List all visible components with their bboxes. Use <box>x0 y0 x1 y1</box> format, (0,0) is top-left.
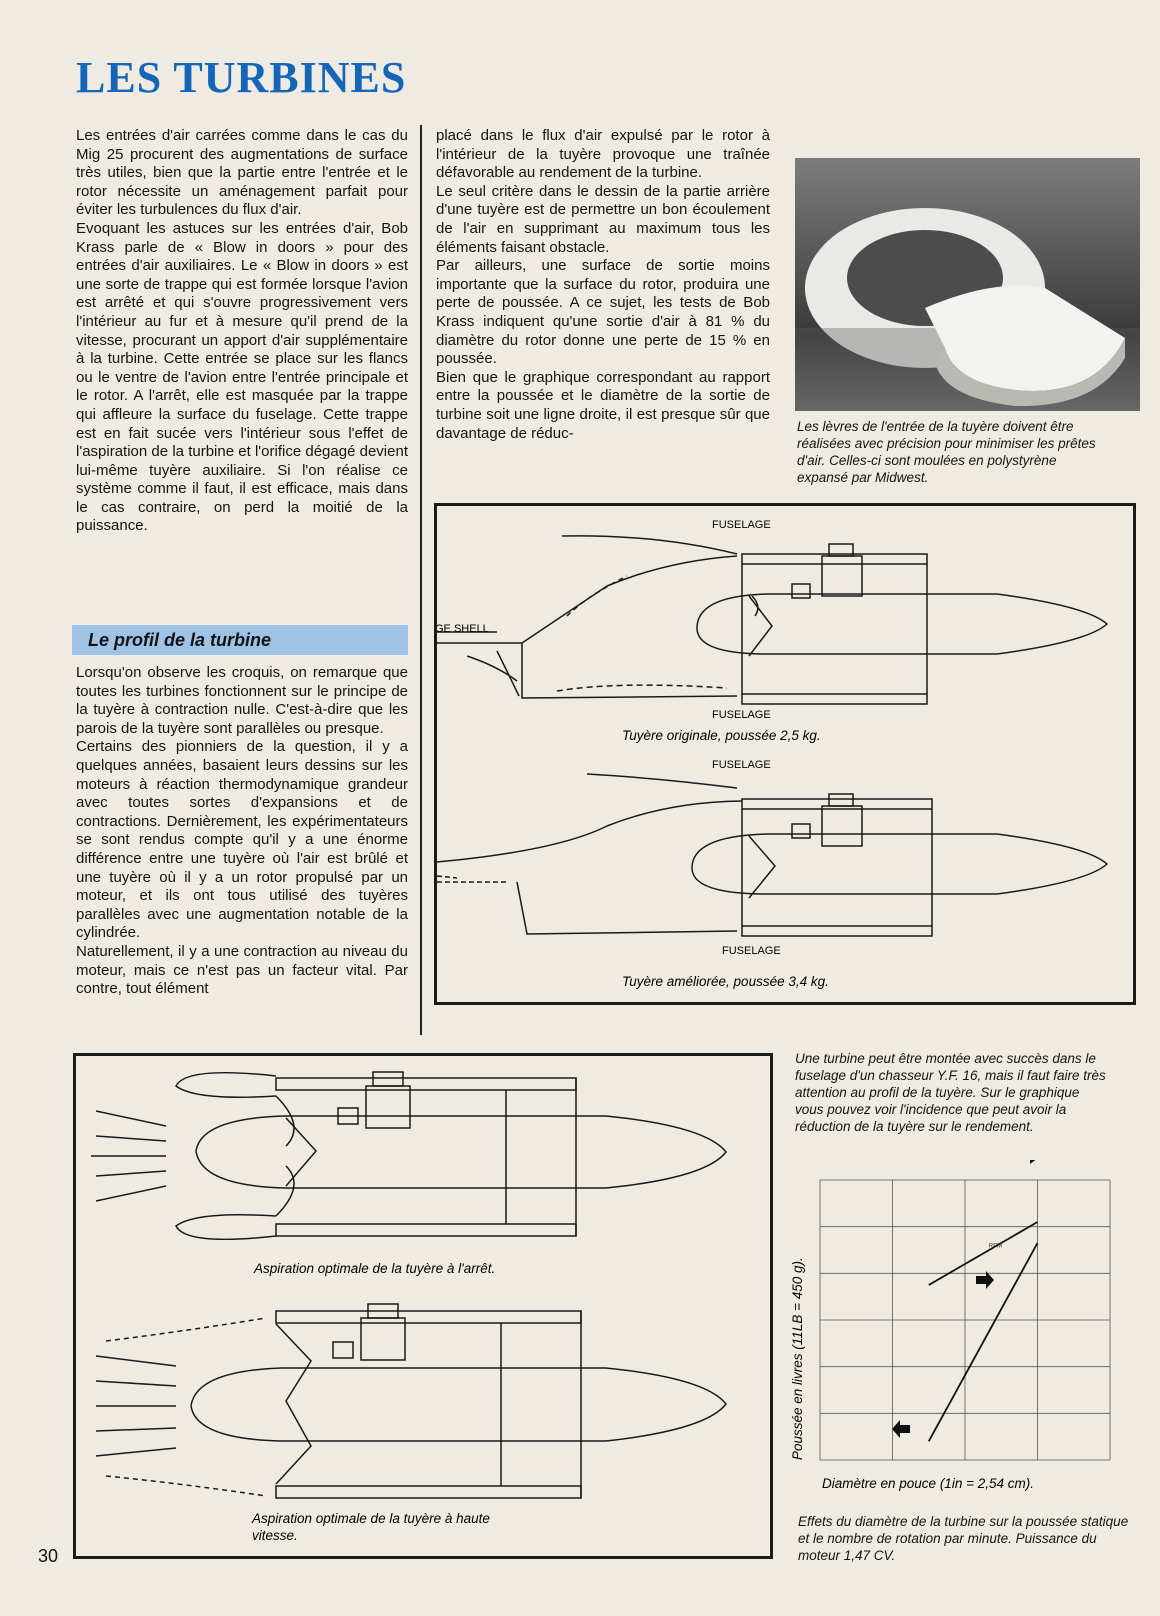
paragraph: Naturellement, il y a une contraction au niveau du moteur, mais ce n'est pas un facteur vital. Par contre, tout élément <box>76 942 408 998</box>
subheading-text: Le profil de la turbine <box>88 630 272 650</box>
fig3-caption-top: Aspiration optimale de la tuyère à l'arrêt. <box>254 1261 496 1276</box>
fig2-caption: Tuyère améliorée, poussée 3,4 kg. <box>622 974 829 989</box>
side-text: Une turbine peut être montée avec succès dans le fuselage d'un chasseur Y.F. 16, mais il faut faire très attention au profil de la tuyère. Sur le graphique vous pouvez voir l'incidence que peut avoir la réduction de la tuyère sur le rendement. <box>795 1051 1106 1134</box>
nozzle-diagrams <box>437 506 1133 1002</box>
paragraph: Evoquant les astuces sur les entrées d'air, Bob Krass parle de « Blow in doors » pour des entrées d'air auxiliaires. Le « Blow in doors » est une sorte de trappe qui est formée lorsque l'avion est arrêté et qui s'ouvre progressivement vers l'intérieur au fur et à mesure qu'il prend de la vitesse, procurant un apport d'air supplémentaire à la turbine. Cette entrée se place sur les flancs ou le ventre de l'avion entre l'entrée principale et le rotor. A l'arrêt, elle est masquée par la trappe qui affleure la surface du fuselage. Cette trappe est en fait sucée vers l'intérieur sous l'effet de l'aspiration de la turbine et l'orifice dégagé devient lui-même tuyère auxiliaire. Si l'on réalise ce système comme il faut, il est efficace, mais dans le cas contraire, on perd la moitié de la puissance. <box>76 219 408 535</box>
chart-xlabel: Diamètre en pouce (1in = 2,54 cm). <box>822 1476 1034 1491</box>
series-line-2 <box>929 1243 1038 1441</box>
paragraph: Certains des pionniers de la question, il y a quelques années, basaient leurs dessins sur les moteurs à réaction thermodynamique grandeur avec toutes sortes d'expansions et de contractions. Dernièrement, les expérimentateurs se sont rendus compte qu'il y a une énorme différence entre une tuyère où l'air est brûlé et une tuyère où il y a un rotor propulsé par un moteur, et ils ont tous utilisé des tuyères parallèles avec une augmentation notable de la cylindrée. <box>76 738 408 942</box>
fig1-caption: Tuyère originale, poussée 2,5 kg. <box>622 728 821 743</box>
column-2 <box>436 127 770 443</box>
chart-ylabel: Poussée en livres (11LB = 450 g). <box>790 1257 805 1460</box>
fig3-caption-bottom-1: Aspiration optimale de la tuyère à haute <box>252 1511 490 1526</box>
fig2-label-fuselage-bottom: FUSELAGE <box>722 945 781 957</box>
arrow-icon <box>1030 1160 1041 1164</box>
column-divider <box>420 125 422 1035</box>
page-title: LES TURBINES <box>76 53 407 102</box>
fig2-label-fuselage-top: FUSELAGE <box>712 759 771 771</box>
intake-lip-photo <box>795 158 1140 411</box>
series-label: RPM <box>988 1243 1003 1250</box>
aspiration-figures-box <box>73 1053 773 1559</box>
paragraph: Bien que le graphique correspondant au rapport entre la poussée et le diamètre de la sortie de turbine soit une ligne droite, il est presque sûr que davantage de réduc- <box>436 368 770 442</box>
subheading <box>72 625 408 655</box>
photo-caption: Les lèvres de l'entrée de la tuyère doivent être réalisées avec précision pour minimiser les prêtes d'air. Celles-ci sont moulées en polystyrène expansé par Midwest. <box>797 419 1096 485</box>
series-line-1 <box>929 1222 1038 1285</box>
fig1-label-fuselage-top: FUSELAGE <box>712 519 771 531</box>
paragraph: Le seul critère dans le dessin de la partie arrière d'une tuyère est de permettre un bon écoulement de l'air en supprimant au maximum tous les éléments faisant obstacle. <box>436 182 770 256</box>
page-number: 30 <box>38 1546 59 1566</box>
fig3-caption-bottom-2: vitesse. <box>252 1528 298 1543</box>
fig1-label-shell: GE SHELL <box>437 623 489 635</box>
column-1-top <box>76 127 408 536</box>
paragraph: Les entrées d'air carrées comme dans le cas du Mig 25 procurent des augmentations de surface très utiles, bien que la partie entre l'entrée et le rotor nécessite un aménagement parfait pour éviter les turbulences du flux d'air. <box>76 127 408 219</box>
column-1-bottom <box>76 664 408 999</box>
chart-caption: Effets du diamètre de la turbine sur la poussée statique et le nombre de rotation par minute. Puissance du moteur 1,47 CV. <box>798 1514 1129 1563</box>
arrow-icon <box>892 1420 910 1438</box>
paragraph: placé dans le flux d'air expulsé par le rotor à l'intérieur de la tuyère provoque une traînée défavorable au rendement de la turbine. <box>436 127 770 182</box>
nozzle-figures-box <box>434 503 1136 1005</box>
paragraph: Lorsqu'on observe les croquis, on remarque que toutes les turbines fonctionnent sur le principe de la tuyère à contraction nulle. C'est-à-dire que les parois de la tuyère sont parallèles ou presque. <box>76 664 408 737</box>
aspiration-diagrams <box>76 1056 770 1556</box>
paragraph: Par ailleurs, une surface de sortie moins importante que la surface du rotor, produira une perte de poussée. A ce sujet, les tests de Bob Krass indiquent qu'une sortie d'air à 81 % du diamètre du rotor donne une perte de 15 % en poussée. <box>436 257 770 368</box>
fig1-label-fuselage-bottom: FUSELAGE <box>712 709 771 721</box>
